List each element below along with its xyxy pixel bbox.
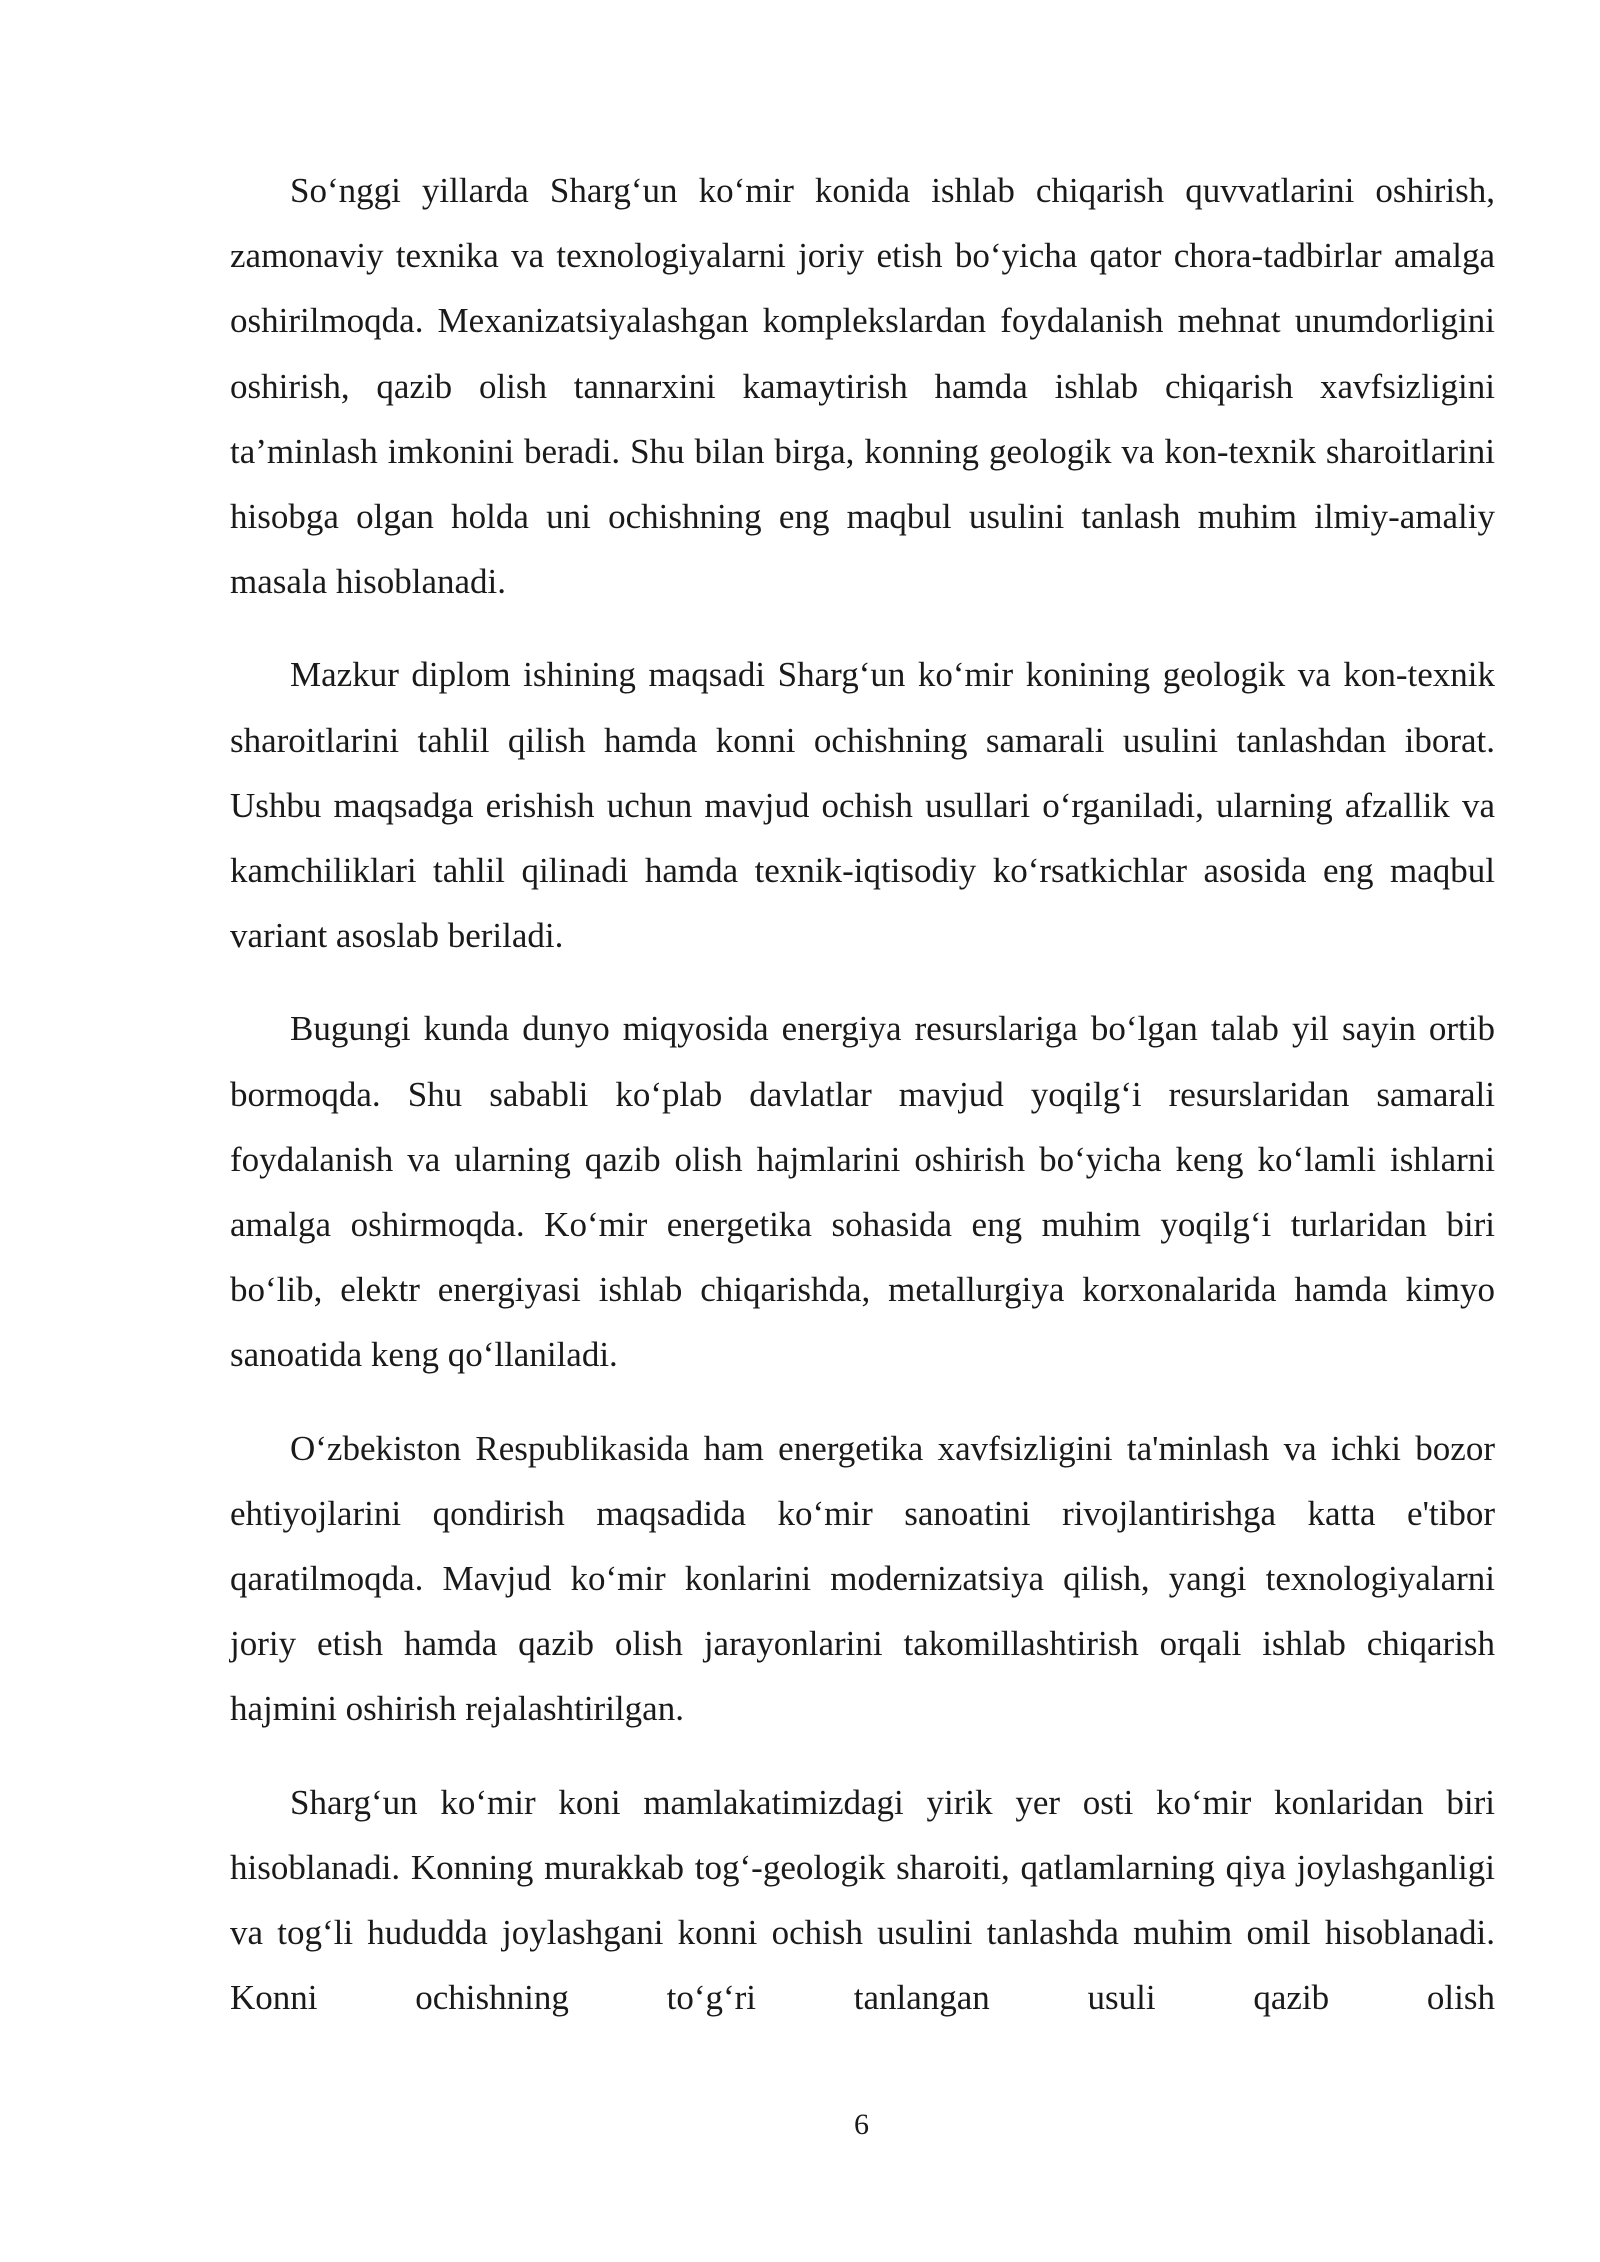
body-text xyxy=(230,158,1495,2030)
paragraph-5: Sharg‘un ko‘mir koni mamlakatimizdagi yirik yer osti ko‘mir konlaridan biri hisoblanadi. Konning murakkab tog‘-geologik sharoiti, qatlamlarning qiya joylashganligi va tog‘li hududda joylashgani konni ochish usulini tanlashda muhim omil hisoblanadi. Konni ochishning to‘g‘ri tanlangan usuli qazib olish xyxy=(230,1782,1495,2018)
paragraph-2: Mazkur diplom ishining maqsadi Sharg‘un ko‘mir konining geologik va kon-texnik sharoitlarini tahlil qilish hamda konni ochishning samarali usulini tanlashdan iborat. Ushbu maqsadga erishish uchun mavjud ochish usullari o‘rganiladi, ularning afzallik va kamchiliklari tahlil qilinadi hamda texnik-iqtisodiy ko‘rsatkichlar asosida eng maqbul variant asoslab beriladi. xyxy=(230,655,1495,956)
paragraph-4: O‘zbekiston Respublikasida ham energetika xavfsizligini ta'minlash va ichki bozor ehtiyojlarini qondirish maqsadida ko‘mir sanoatini rivojlantirishga katta e'tibor qaratilmoqda. Mavjud ko‘mir konlarini modernizatsiya qilish, yangi texnologiyalarni joriy etish hamda qazib olish jarayonlarini takomillashtirish orqali ishlab chiqarish hajmini oshirish rejalashtirilgan. xyxy=(230,1428,1495,1729)
page-number: 6 xyxy=(854,2108,869,2141)
paragraph-3: Bugungi kunda dunyo miqyosida energiya resurslariga bo‘lgan talab yil sayin ortib bormoqda. Shu sababli ko‘plab davlatlar mavjud yoqilg‘i resurslaridan samarali foydalanish va ularning qazib olish hajmlarini oshirish bo‘yicha keng ko‘lamli ishlarni amalga oshirmoqda. Ko‘mir energetika sohasida eng muhim yoqilg‘i turlaridan biri bo‘lib, elektr energiyasi ishlab chiqarishda, metallurgiya korxonalarida hamda kimyo sanoatida keng qo‘llaniladi. xyxy=(230,1009,1495,1375)
paragraph-1: So‘nggi yillarda Sharg‘un ko‘mir konida ishlab chiqarish quvvatlarini oshirish, zamonaviy texnika va texnologiyalarni joriy etish bo‘yicha qator chora-tadbirlar amalga oshirilmoqda. Mexanizatsiyalashgan komplekslardan foydalanish mehnat unumdorligini oshirish, qazib olish tannarxini kamaytirish hamda ishlab chiqarish xavfsizligini ta’minlash imkonini beradi. Shu bilan birga, konning geologik va kon-texnik sharoitlarini hisobga olgan holda uni ochishning eng maqbul usulini tanlash muhim ilmiy-amaliy masala hisoblanadi. xyxy=(230,171,1495,602)
